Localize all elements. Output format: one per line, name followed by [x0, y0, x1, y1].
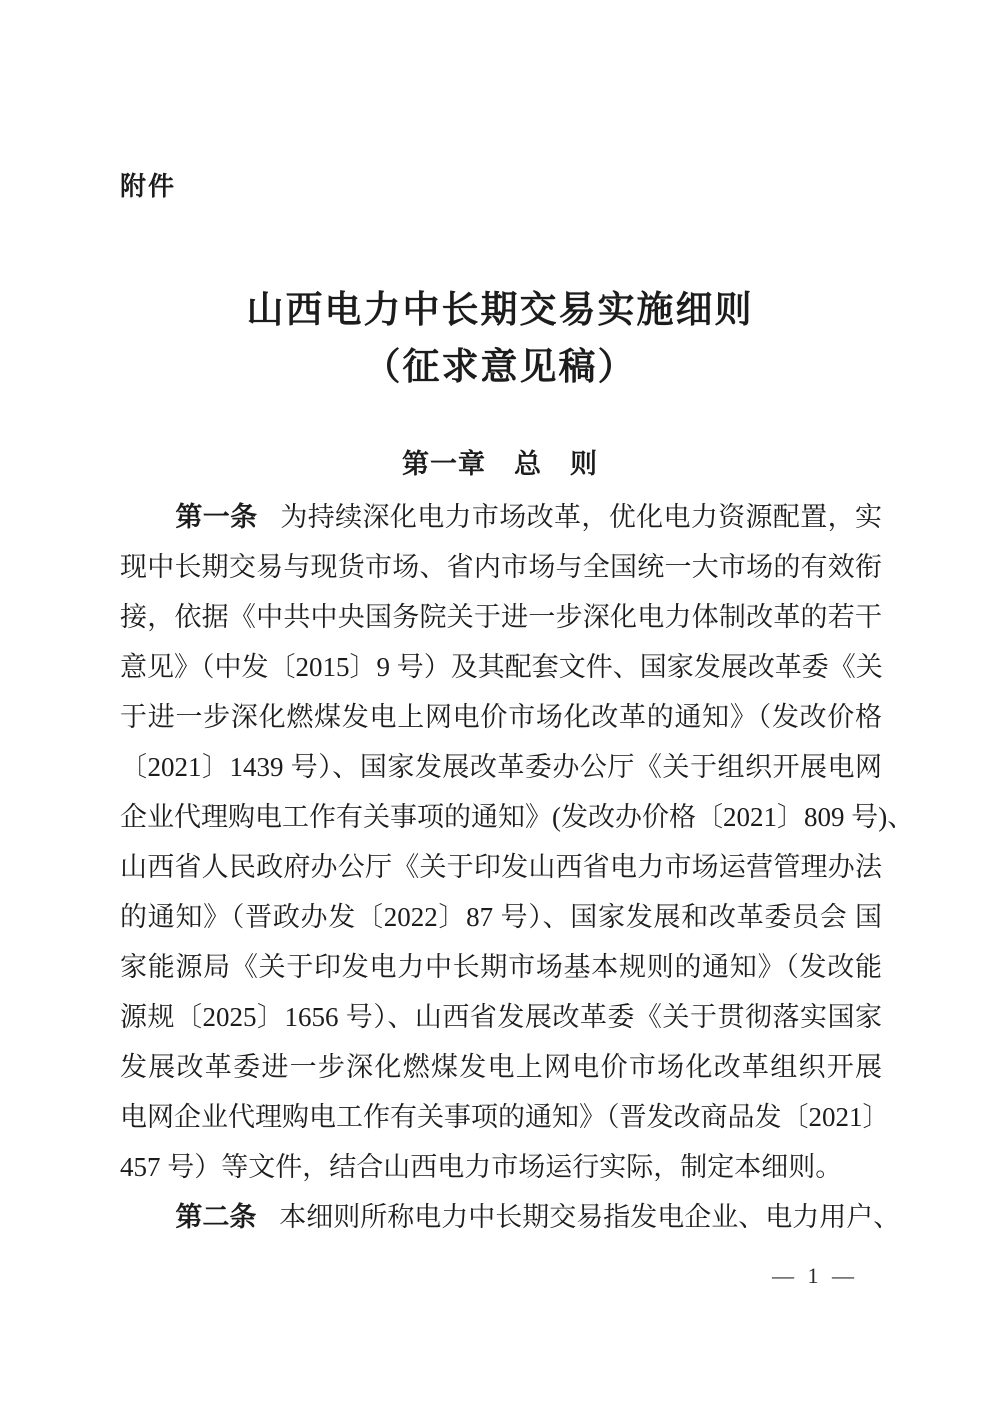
- body-line: [120, 842, 882, 892]
- body-line: [120, 692, 882, 742]
- body-line-text: 山西省人民政府办公厅《关于印发山西省电力市场运营管理办法: [120, 852, 882, 882]
- body-line-text: 电网企业代理购电工作有关事项的通知》（晋发改商品发〔2021〕: [120, 1102, 890, 1132]
- body-line: [120, 1042, 882, 1092]
- body-line: [120, 1092, 890, 1142]
- body-line-text: 意见》（中发〔2015〕9 号）及其配套文件、国家发展改革委《关: [120, 652, 883, 682]
- body-line: [120, 492, 882, 542]
- body-line-text: 为持续深化电力市场改革，优化电力资源配置，实: [280, 502, 883, 532]
- body-line-text: 〔2021〕1439 号）、国家发展改革委办公厅《关于组织开展电网: [120, 752, 882, 782]
- body-line: [120, 792, 915, 842]
- body-line-text: 457 号）等文件，结合山西电力市场运行实际，制定本细则。: [120, 1152, 843, 1182]
- article-number-label: 第二条: [175, 1202, 257, 1232]
- body-line-text: 现中长期交易与现货市场、省内市场与全国统一大市场的有效衔: [120, 552, 882, 582]
- body-line: [120, 992, 882, 1042]
- body-line: [120, 542, 882, 592]
- body-line: [120, 742, 882, 792]
- body-line: [120, 592, 882, 642]
- document-subtitle: （征求意见稿）: [363, 347, 637, 388]
- page-number: — 1 —: [772, 1263, 858, 1288]
- body-line-text: 源规〔2025〕1656 号）、山西省发展改革委《关于贯彻落实国家: [120, 1002, 882, 1032]
- body-text: [120, 492, 915, 1242]
- body-line: [120, 1142, 882, 1192]
- body-line-text: 的通知》（晋政办发〔2022〕87 号）、国家发展和改革委员会 国: [120, 902, 882, 932]
- body-line: [120, 892, 882, 942]
- body-line-text: 发展改革委进一步深化燃煤发电上网电价市场化改革组织开展: [120, 1052, 882, 1082]
- body-line: [120, 942, 882, 992]
- body-line: [120, 1192, 901, 1242]
- body-line-text: 于进一步深化燃煤发电上网电价市场化改革的通知》（发改价格: [120, 702, 882, 732]
- attachment-label: 附件: [120, 171, 177, 201]
- chapter-heading: 第一章 总 则: [402, 449, 598, 479]
- body-line-text: 企业代理购电工作有关事项的通知》(发改办价格〔2021〕809 号)、: [120, 802, 915, 832]
- document-title: 山西电力中长期交易实施细则: [246, 290, 754, 331]
- body-line-text: 本细则所称电力中长期交易指发电企业、电力用户、: [279, 1202, 901, 1232]
- document-title-block: [0, 282, 1000, 396]
- article-number-label: 第一条: [175, 502, 258, 532]
- body-line: [120, 642, 882, 692]
- body-line-text: 家能源局《关于印发电力中长期市场基本规则的通知》（发改能: [120, 952, 882, 982]
- body-line-text: 接，依据《中共中央国务院关于进一步深化电力体制改革的若干: [120, 602, 882, 632]
